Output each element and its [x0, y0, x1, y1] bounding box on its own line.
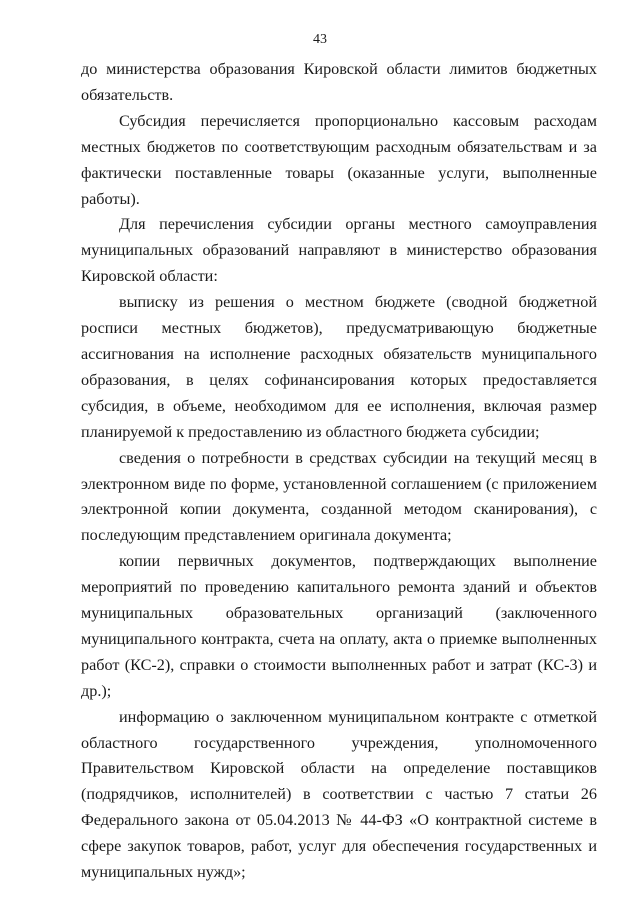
page-number: 43 [313, 32, 327, 47]
paragraph-contract-info: информацию о заключенном муниципальном контракте с отметкой областного государственного учреждения, уполномоченного Правительством Кировской области на определение поставщиков (подрядчиков, исполнителей) в соответствии с частью 7 статьи 26 Федерального закона от 05.04.2013 № 44-ФЗ «О контрактной системе в сфере закупок товаров, работ, услуг для обеспечения государственных и муниципальных нужд»; [81, 707, 597, 882]
paragraph-subsidy-transfer: Субсидия перечисляется пропорционально кассовым расходам местных бюджетов по соответствующим расходным обязательствам и за фактически поставленные товары (оказанные услуги, выполненные работы). [81, 111, 597, 208]
paragraph-subsidy-need-info: сведения о потребности в средствах субсидии на текущий месяц в электронном виде по форме, установленной соглашением (с приложением электронной копии документа, созданной методом сканирования), с последующим представлением оригинала документа; [81, 448, 597, 545]
paragraph-budget-extract: выписку из решения о местном бюджете (сводной бюджетной росписи местных бюджетов), предусматривающую бюджетные ассигнования на исполнение расходных обязательств муниципального образования, в целях софинансирования которых предоставляется субсидия, в объеме, необходимом для ее исполнения, включая размер планируемой к предоставлению из областного бюджета субсидии; [81, 293, 597, 441]
body-text [81, 57, 597, 886]
paragraph-primary-documents: копии первичных документов, подтверждающих выполнение мероприятий по проведению капитального ремонта зданий и объектов муниципальных образовательных организаций (заключенного муниципального контракта, счета на оплату, акта о приемке выполненных работ (КС-2), справки о стоимости выполненных работ и затрат (КС-3) и др.); [81, 552, 597, 700]
paragraph-limits-continuation: до министерства образования Кировской области лимитов бюджетных обязательств. [81, 60, 597, 104]
paragraph-documents-intro: Для перечисления субсидии органы местного самоуправления муниципальных образований направляют в министерство образования Кировской области: [81, 215, 597, 286]
